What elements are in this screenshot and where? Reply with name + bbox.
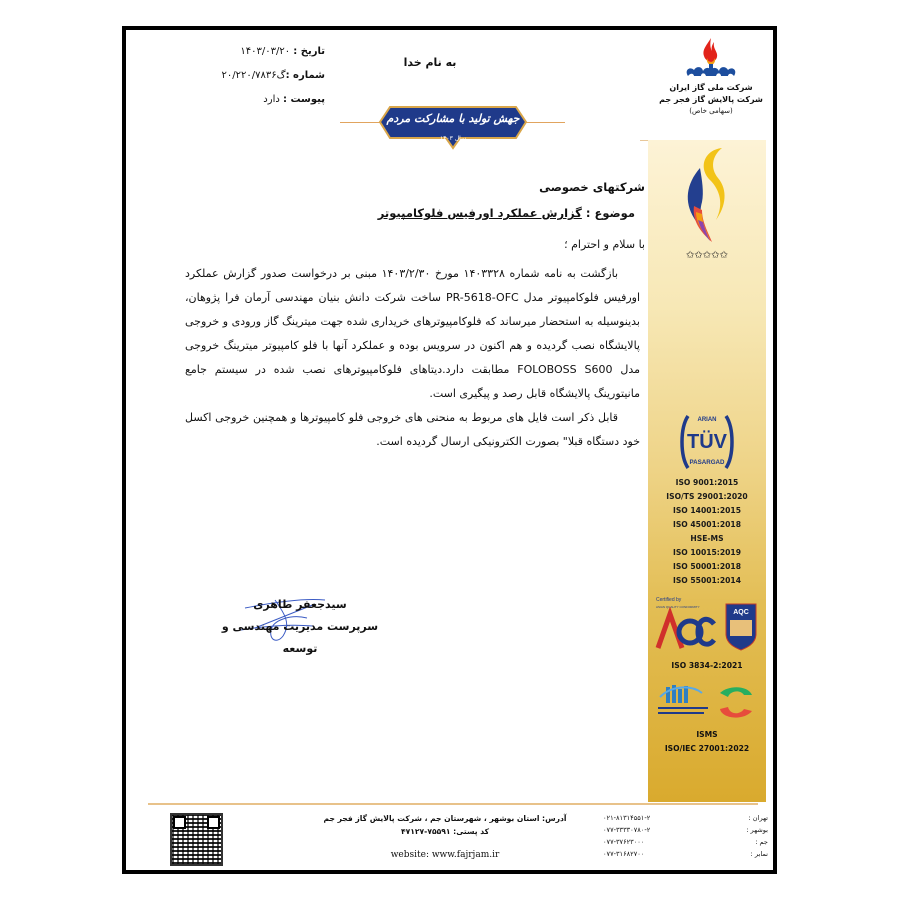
tuv-arian-pasargad-logo — [678, 410, 736, 474]
iso-cert-item: ISO/TS 29001:2020 — [666, 492, 748, 501]
slogan-text: جهش تولید با مشارکت مردم — [386, 112, 520, 125]
subject-value: گزارش عملکرد اورفیس فلوکامپیوتر — [377, 206, 582, 220]
phone-row — [603, 836, 768, 848]
letter-body — [185, 262, 640, 454]
bismillah: به نام خدا — [403, 56, 457, 69]
greeting: با سلام و احترام ؛ — [564, 238, 645, 251]
phone-city: تهران : — [748, 814, 768, 822]
iso-cert-item: HSE-MS — [690, 534, 724, 543]
contact-phones — [603, 812, 768, 860]
website-link[interactable]: website: www.fajrjam.ir — [390, 850, 500, 860]
phone-number: ۰۷۷-۳۷۶۲۳۰۰۰ — [603, 838, 645, 846]
number-value: گ۲۰/۲۲۰/۷۸۳۶ — [221, 70, 286, 81]
aqc-badge-text: AQC — [733, 609, 749, 616]
attachment-value: دارد — [263, 94, 280, 105]
number-field — [150, 68, 325, 84]
iso-certification-list — [648, 476, 766, 588]
aqc-certification-logo — [652, 594, 762, 656]
aqc-org-text: ASIAN QUALITY CONFORMITY — [656, 605, 700, 609]
isms-label: ISMS — [696, 730, 718, 739]
body-paragraph-2: قابل ذکر است فایل های مربوط به منحنی های خروجی فلو کامپیوترها و همچنین خروجی اکسل خود دستگاه قبلا" بصورت الکترونیکی ارسال گردیده است. — [185, 411, 640, 448]
slogan-banner — [378, 104, 528, 150]
tuv-top-text: ARIAN — [697, 417, 717, 423]
isms-authority-logos — [652, 683, 762, 723]
company-logo — [652, 36, 770, 117]
iso-cert-item: ISO 50001:2018 — [673, 562, 741, 571]
phone-row — [603, 812, 768, 824]
signatory-title-line2: توسعه — [282, 642, 318, 655]
national-award-flame-icon — [672, 146, 742, 246]
isms-certification — [648, 728, 766, 756]
slogan-year: سال ۱۴۰۳ — [439, 135, 466, 142]
iso-cert-item: ISO 9001:2015 — [675, 478, 739, 487]
phone-row — [603, 824, 768, 836]
footer-divider — [148, 803, 758, 805]
phone-city: جم : — [755, 838, 768, 846]
tuv-main-text: TÜV — [687, 431, 727, 453]
footer-address — [300, 812, 590, 838]
postal-code: کد پستی: ۷۵۵۹۱-۴۷۱۲۷ — [400, 827, 490, 836]
recipient: شرکتهای خصوصی — [539, 180, 645, 194]
subject-line — [378, 204, 635, 222]
fax-label: نمابر : — [750, 850, 768, 858]
attachment-field — [150, 92, 325, 108]
date-value: ۱۴۰۳/۰۳/۲۰ — [240, 46, 291, 57]
signatory-title-line1: سرپرست مدیریت مهندسی و — [221, 620, 379, 633]
iso-cert-item: ISO 10015:2019 — [673, 548, 741, 557]
gas-company-emblem-icon — [676, 36, 746, 82]
rating-stars: ✩✩✩✩✩ — [686, 250, 728, 261]
date-label: تاریخ : — [293, 46, 325, 57]
date-field — [150, 44, 325, 60]
iso-3834-cert: ISO 3834-2:2021 — [671, 661, 743, 670]
fax-number: ۰۷۷-۳۱۶۸۲۷۰۰ — [603, 850, 645, 858]
company-name-line1: شرکت ملی گاز ایران — [669, 83, 753, 92]
iso-cert-item: ISO 14001:2015 — [673, 506, 741, 515]
iso-cert-item: ISO 45001:2018 — [673, 520, 741, 529]
phone-city: بوشهر : — [746, 826, 768, 834]
aqc-certified-text: Certified by — [656, 597, 682, 603]
phone-row — [603, 848, 768, 860]
phone-number: ۰۲۱-۸۱۳۱۴۵۵۱-۲ — [603, 814, 651, 822]
iso-27001-label: ISO/IEC 27001:2022 — [664, 744, 750, 753]
number-label: شماره : — [285, 70, 325, 81]
qr-code[interactable] — [170, 813, 223, 866]
tuv-bottom-text: PASARGAD — [689, 459, 725, 466]
signatory-name: سیدجعفر طاهری — [253, 598, 347, 611]
subject-label: موضوع : — [585, 206, 635, 220]
company-name-line2: شرکت پالایش گاز فجر جم — [659, 95, 763, 104]
attachment-label: پیوست : — [282, 94, 325, 105]
signature-block — [215, 594, 385, 660]
company-name-line3: (سهامی خاص) — [689, 107, 733, 115]
phone-number: ۰۷۷-۳۳۳۳۰۷۸۰-۲ — [603, 826, 651, 834]
iso-cert-item: ISO 55001:2014 — [673, 576, 741, 585]
address-line: آدرس: استان بوشهر ، شهرستان جم ، شرکت پالایش گاز فجر جم — [323, 814, 567, 823]
body-paragraph-1: بازگشت به نامه شماره ۱۴۰۳۳۲۸ مورخ ۱۴۰۳/۲/۳۰ مبنی بر درخواست صدور گزارش عملکرد اورفیس فلوکامپیوتر مدل PR-5618-OFC ساخت شرکت دانش بنیان مهندسی آرمان فرا پژوهان، بدینوسیله به استحضار میرساند که فلوکامپیوترهای خریداری شده جهت میترینگ گاز ورودی و خروجی پالایشگاه نصب گردیده و هم اکنون در سرویس بوده و عملکرد آنها با فلو کامپیوتر میترینگ خروجی مدل FOLOBOSS S600 مطابقت دارد.دیتاهای فلوکامپیوترهای نصب شده در سیستم جامع مانیتورینگ پالایشگاه قابل رصد و پیگیری است. — [185, 267, 641, 400]
